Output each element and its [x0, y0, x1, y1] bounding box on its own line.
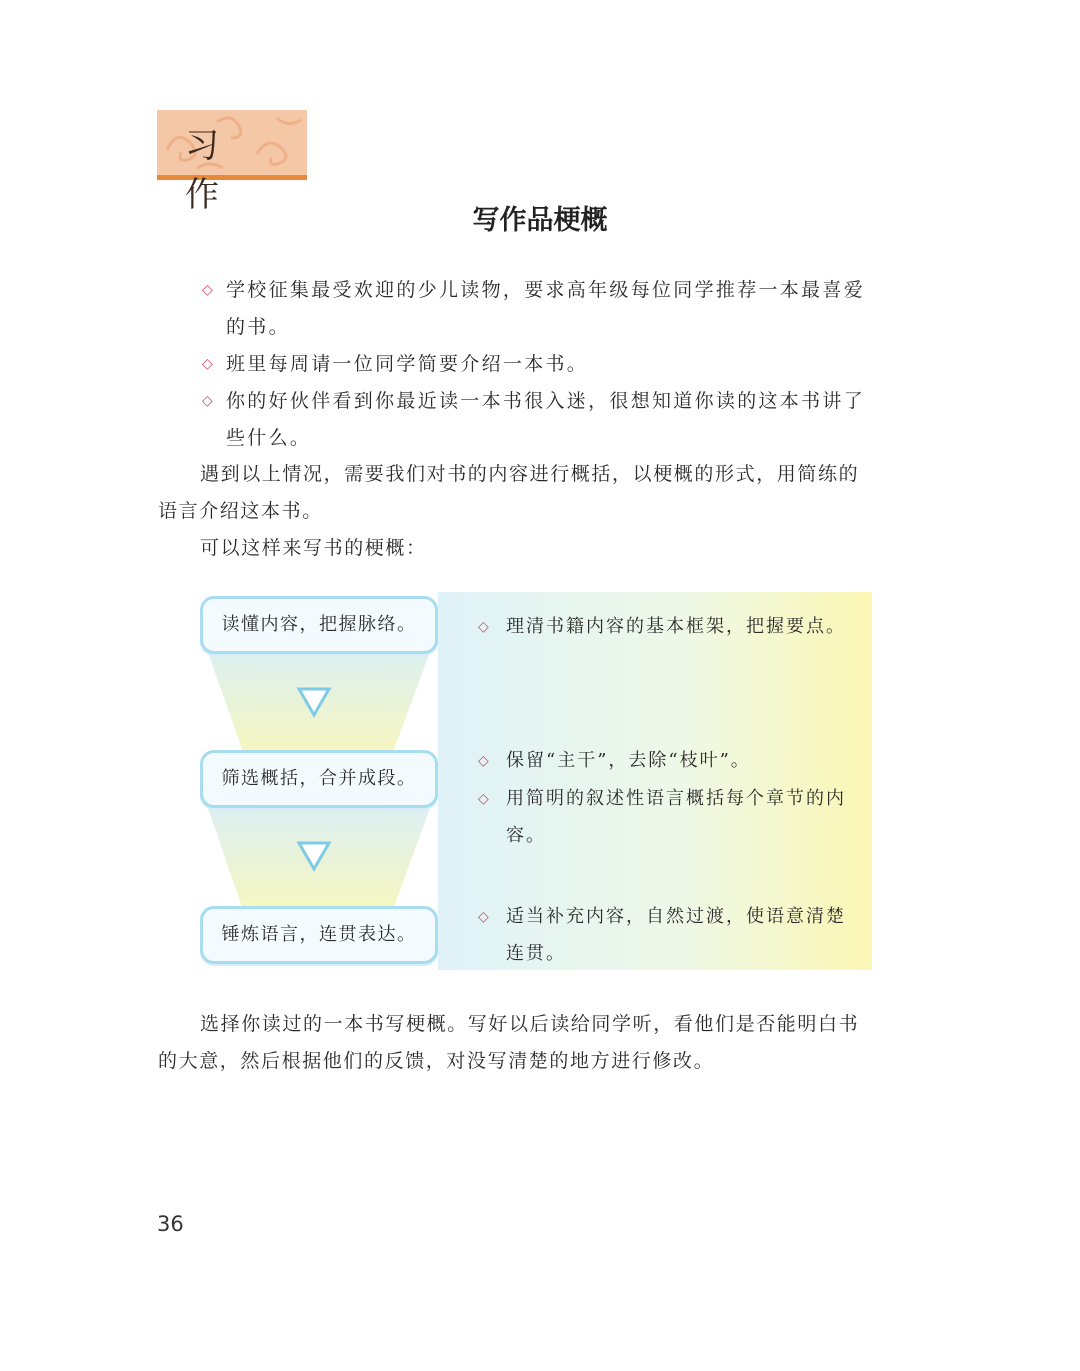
- step-point: [476, 898, 861, 972]
- paragraph-intro: 遇到以上情况，需要我们对书的内容进行概括，以梗概的形式，用简练的语言介绍这本书。: [158, 463, 860, 522]
- diamond-icon: ◇: [202, 282, 216, 298]
- diamond-icon: ◇: [478, 909, 491, 925]
- section-label: 习 作: [185, 126, 247, 215]
- diamond-icon: ◇: [478, 619, 491, 635]
- diamond-icon: ◇: [202, 393, 216, 409]
- down-triangle-icon: [296, 686, 332, 718]
- step-point: [476, 742, 861, 779]
- list-item: [200, 272, 880, 346]
- list-item-text: 班里每周请一位同学简要介绍一本书。: [226, 353, 589, 375]
- section-tag: [157, 110, 307, 215]
- list-item: [200, 383, 880, 457]
- diamond-icon: ◇: [202, 356, 216, 372]
- page-title: 写作品梗概: [472, 205, 608, 236]
- scenario-list: [200, 272, 880, 457]
- down-triangle-icon: [296, 840, 332, 872]
- page-number: 36: [157, 1212, 184, 1236]
- step-point-text: 保留“主干”，去除“枝叶”。: [506, 750, 751, 771]
- diamond-icon: ◇: [478, 753, 491, 769]
- steps-diagram: [198, 592, 872, 970]
- step-point-text: 用简明的叙述性语言概括每个章节的内容。: [506, 788, 846, 846]
- paragraph-lead: 可以这样来写书的梗概：: [200, 537, 427, 559]
- step-point: [476, 780, 861, 854]
- step-box-1: 读懂内容，把握脉络。: [200, 596, 438, 654]
- step-point-text: 理清书籍内容的基本框架，把握要点。: [506, 616, 846, 637]
- list-item-text: 学校征集最受欢迎的少儿读物，要求高年级每位同学推荐一本最喜爱的书。: [226, 279, 866, 338]
- paragraph-task: 选择你读过的一本书写梗概。写好以后读给同学听，看他们是否能明白书的大意，然后根据他们的反馈，对没写清楚的地方进行修改。: [158, 1013, 860, 1072]
- step-point: [476, 608, 861, 645]
- list-item: [200, 346, 880, 383]
- diamond-icon: ◇: [478, 791, 491, 807]
- list-item-text: 你的好伙伴看到你最近读一本书很入迷，很想知道你读的这本书讲了些什么。: [226, 390, 866, 449]
- step-box-2: 筛选概括，合并成段。: [200, 750, 438, 808]
- step-box-3: 锤炼语言，连贯表达。: [200, 906, 438, 964]
- step-point-text: 适当补充内容，自然过渡，使语意清楚连贯。: [506, 906, 846, 964]
